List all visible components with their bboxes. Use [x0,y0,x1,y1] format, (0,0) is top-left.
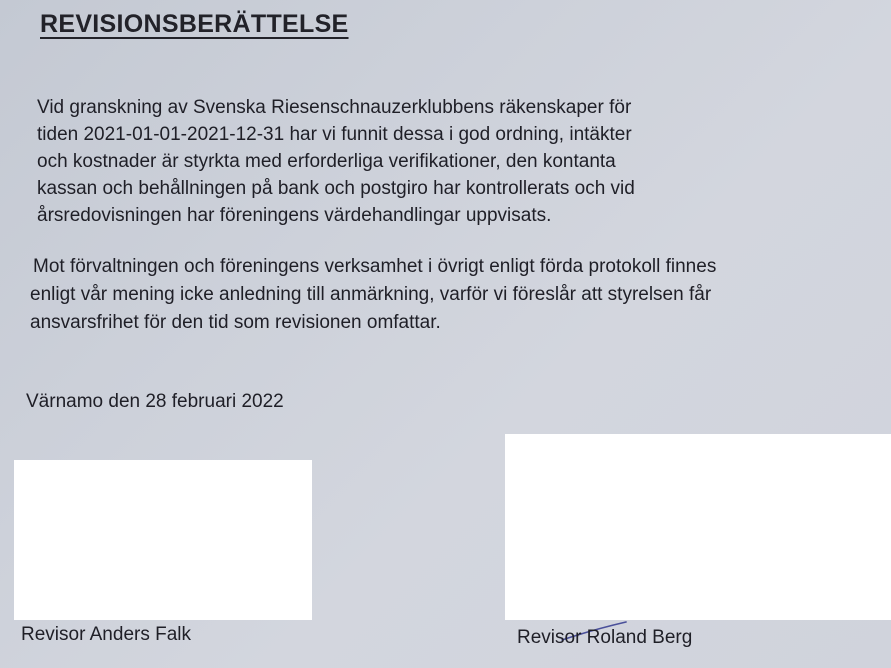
paragraph-line: ansvarsfrihet för den tid som revisionen omfattar. [30,312,441,333]
paragraph-line: enligt vår mening icke anledning till anmärkning, varför vi föreslår att styrelsen får [30,284,712,305]
signature-label-roland-berg: Revisor Roland Berg [517,627,693,648]
place-date: Värnamo den 28 februari 2022 [26,391,284,412]
paragraph-line: Vid granskning av Svenska Riesenschnauzerklubbens räkenskaper för [37,97,632,118]
redacted-signature-box [505,434,891,620]
redacted-signature-box [14,460,312,620]
paragraph-line: Mot förvaltningen och föreningens verksamhet i övrigt enligt förda protokoll finnes [33,256,717,277]
document-title: REVISIONSBERÄTTELSE [40,10,349,38]
signature-label-anders-falk: Revisor Anders Falk [21,624,192,645]
paragraph-line: årsredovisningen har föreningens värdehandlingar uppvisats. [37,205,552,226]
paragraph-line: kassan och behållningen på bank och postgiro har kontrollerats och vid [37,178,635,199]
paragraph-line: och kostnader är styrkta med erforderliga verifikationer, den kontanta [37,151,616,172]
paragraph-line: tiden 2021-01-01-2021-12-31 har vi funnit dessa i god ordning, intäkter [37,124,632,145]
